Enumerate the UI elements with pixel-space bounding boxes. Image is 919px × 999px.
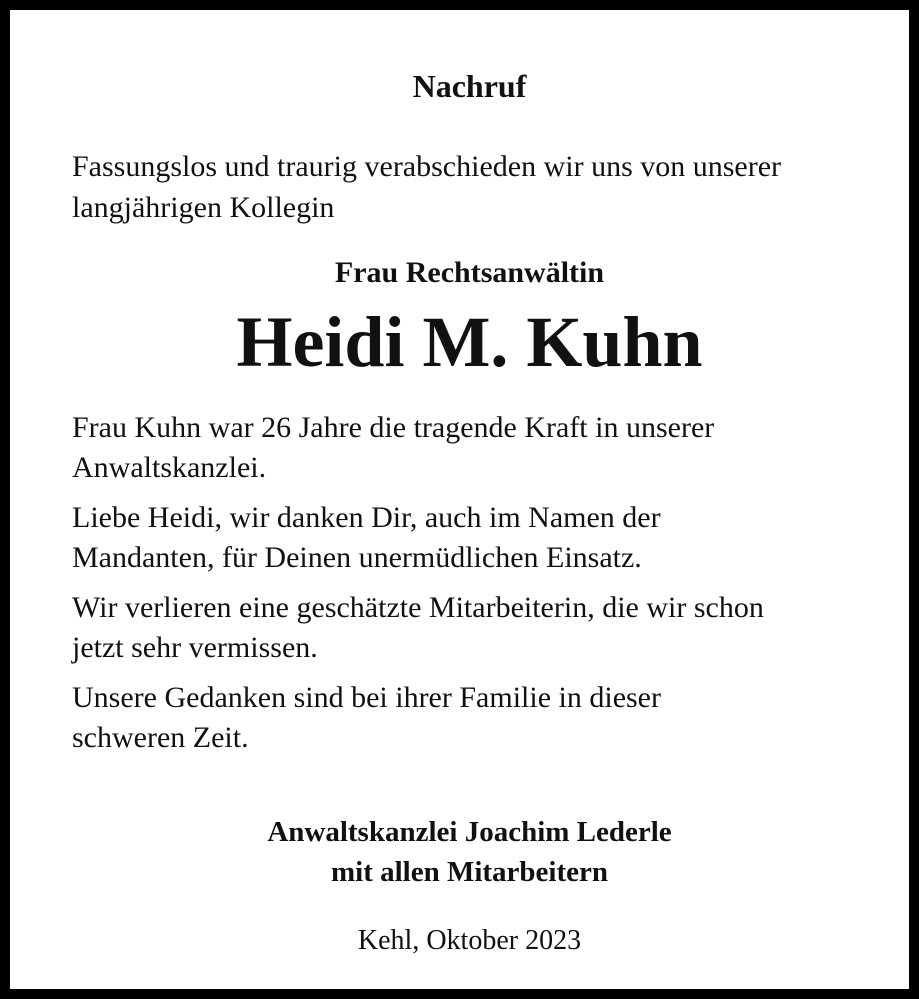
tribute-paragraph (72, 498, 882, 578)
deceased-name: Heidi M. Kuhn (236, 302, 703, 382)
tribute-paragraph (72, 678, 882, 758)
paragraph-line: Anwaltskanzlei. (72, 451, 267, 484)
tribute-paragraph (72, 588, 882, 668)
paragraph-line: Frau Kuhn war 26 Jahre die tragende Kraft in unserer (72, 411, 715, 444)
paragraph-line: jetzt sehr vermissen. (72, 631, 318, 664)
paragraph-line: Unsere Gedanken sind bei ihrer Familie in dieser (72, 681, 661, 714)
signature-firm: Anwaltskanzlei Joachim Lederle (267, 816, 672, 848)
paragraph-line: schweren Zeit. (72, 721, 249, 754)
tribute-paragraphs (72, 408, 882, 768)
paragraph-line: Mandanten, für Deinen unermüdlichen Einsatz. (72, 541, 642, 574)
tribute-paragraph (72, 408, 882, 488)
intro-line: Fassungslos und traurig verabschieden wir uns von unserer (72, 150, 782, 183)
honorific: Frau Rechtsanwältin (334, 256, 605, 289)
place-date: Kehl, Oktober 2023 (357, 925, 582, 956)
paragraph-line: Wir verlieren eine geschätzte Mitarbeiterin, die wir schon (72, 591, 764, 624)
paragraph-line: Liebe Heidi, wir danken Dir, auch im Namen der (72, 501, 661, 534)
intro-line: langjährigen Kollegin (72, 191, 335, 224)
intro-text (72, 146, 882, 228)
signature-staff: mit allen Mitarbeitern (330, 856, 609, 888)
notice-title: Nachruf (412, 68, 527, 104)
